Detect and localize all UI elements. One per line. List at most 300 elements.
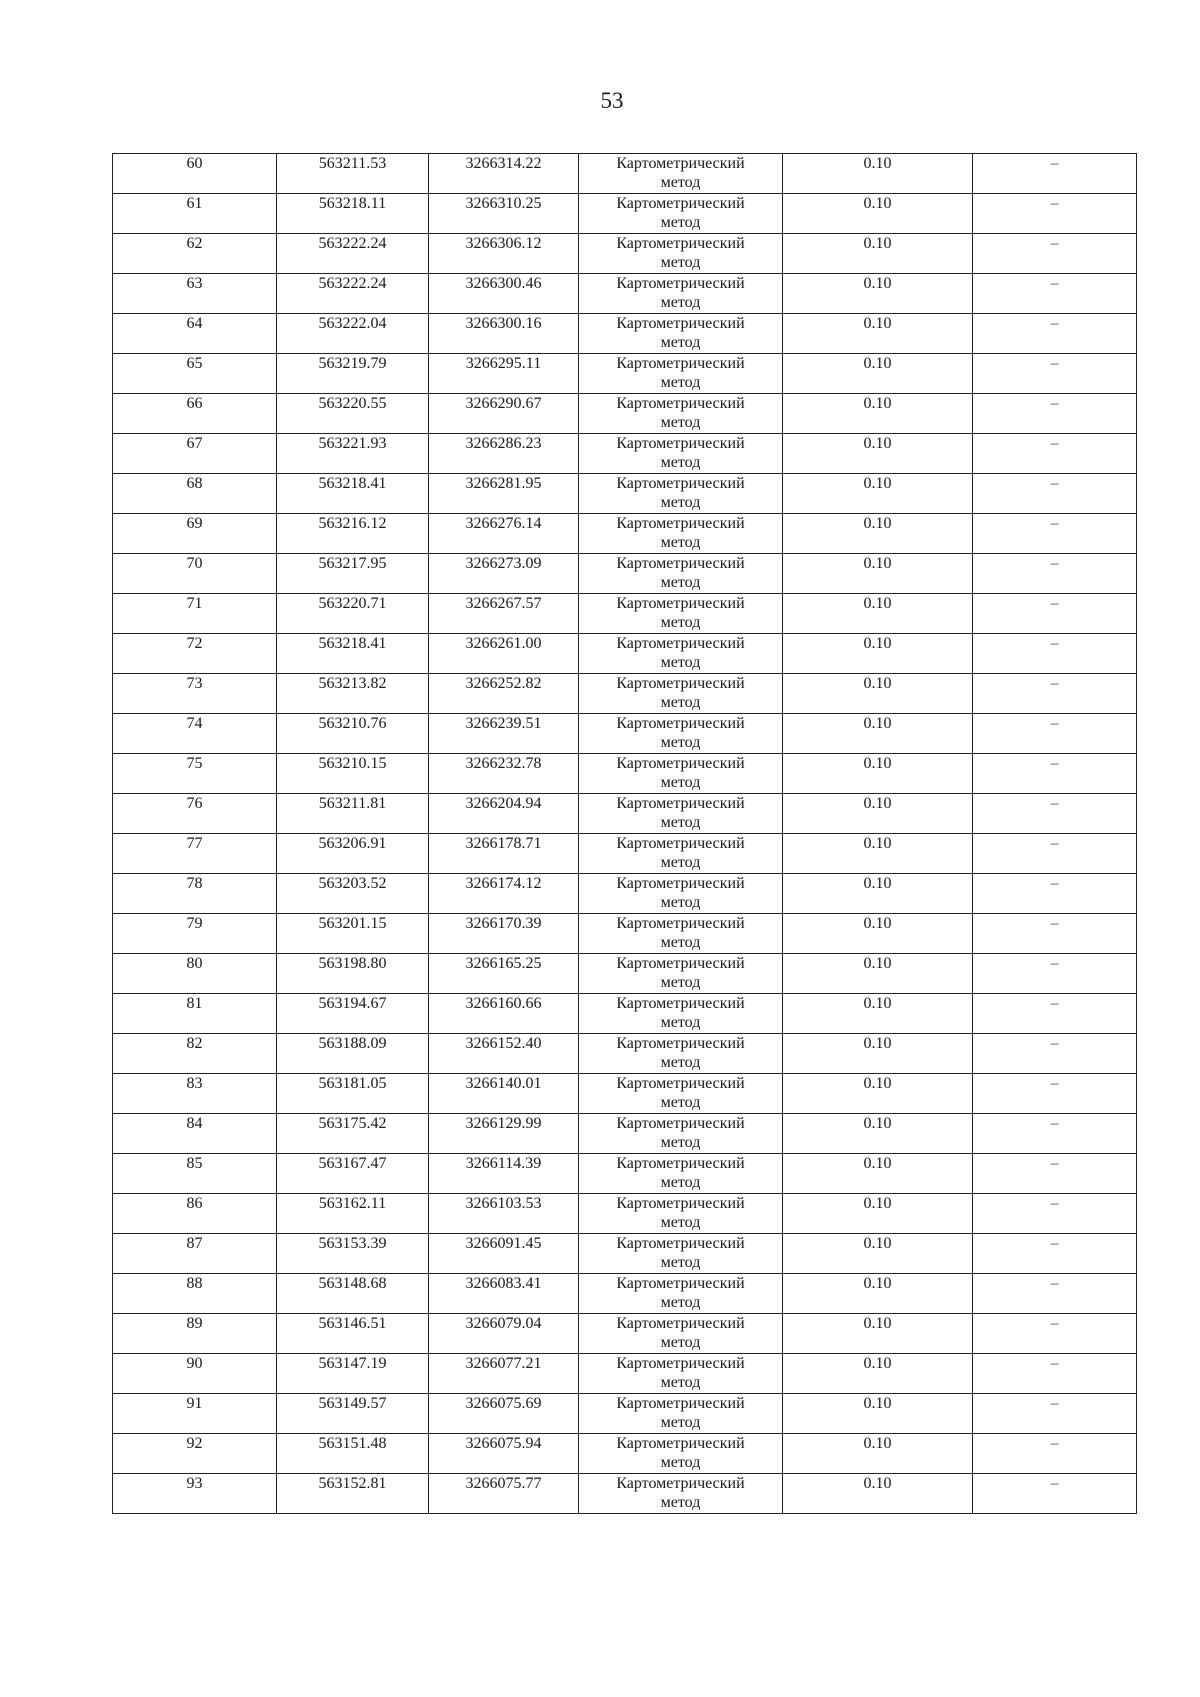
x-coordinate-cell: 563175.42 [277, 1114, 429, 1154]
y-coordinate-cell: 3266075.69 [429, 1394, 579, 1434]
error-cell: 0.10 [783, 834, 973, 874]
method-cell [579, 674, 783, 714]
error-cell: 0.10 [783, 1154, 973, 1194]
note-cell: – [973, 514, 1137, 554]
x-coordinate-cell: 563194.67 [277, 994, 429, 1034]
method-label-line2: метод [660, 1174, 701, 1191]
table-row [113, 1314, 1137, 1354]
method-label-line2: метод [660, 1014, 701, 1031]
error-cell: 0.10 [783, 234, 973, 274]
table-row [113, 1274, 1137, 1314]
note-cell: – [973, 474, 1137, 514]
error-cell: 0.10 [783, 194, 973, 234]
error-cell: 0.10 [783, 394, 973, 434]
x-coordinate-cell: 563218.41 [277, 474, 429, 514]
method-cell [579, 194, 783, 234]
coordinates-table [112, 153, 1137, 1514]
table-row [113, 794, 1137, 834]
method-label-line2: метод [660, 1374, 701, 1391]
y-coordinate-cell: 3266178.71 [429, 834, 579, 874]
method-label-line1: Картометрический [616, 195, 745, 212]
method-label-line2: метод [660, 1214, 701, 1231]
table-row [113, 1354, 1137, 1394]
table-row [113, 1394, 1137, 1434]
y-coordinate-cell: 3266290.67 [429, 394, 579, 434]
point-number-cell: 80 [113, 954, 277, 994]
note-cell: – [973, 354, 1137, 394]
method-label-line1: Картометрический [616, 155, 745, 172]
note-cell: – [973, 314, 1137, 354]
method-cell [579, 1314, 783, 1354]
x-coordinate-cell: 563151.48 [277, 1434, 429, 1474]
x-coordinate-cell: 563218.11 [277, 194, 429, 234]
y-coordinate-cell: 3266204.94 [429, 794, 579, 834]
method-cell [579, 554, 783, 594]
method-label-line2: метод [660, 1294, 701, 1311]
error-cell: 0.10 [783, 714, 973, 754]
point-number-cell: 87 [113, 1234, 277, 1274]
method-label-line1: Картометрический [616, 1235, 745, 1252]
error-cell: 0.10 [783, 314, 973, 354]
method-label-line1: Картометрический [616, 1275, 745, 1292]
x-coordinate-cell: 563203.52 [277, 874, 429, 914]
method-cell [579, 834, 783, 874]
note-cell: – [973, 1034, 1137, 1074]
y-coordinate-cell: 3266232.78 [429, 754, 579, 794]
point-number-cell: 73 [113, 674, 277, 714]
error-cell: 0.10 [783, 1114, 973, 1154]
error-cell: 0.10 [783, 634, 973, 674]
point-number-cell: 64 [113, 314, 277, 354]
method-label-line1: Картометрический [616, 435, 745, 452]
method-label-line1: Картометрический [616, 1315, 745, 1332]
method-label-line1: Картометрический [616, 955, 745, 972]
y-coordinate-cell: 3266267.57 [429, 594, 579, 634]
method-cell [579, 754, 783, 794]
y-coordinate-cell: 3266306.12 [429, 234, 579, 274]
x-coordinate-cell: 563210.76 [277, 714, 429, 754]
point-number-cell: 89 [113, 1314, 277, 1354]
y-coordinate-cell: 3266075.77 [429, 1474, 579, 1514]
y-coordinate-cell: 3266300.46 [429, 274, 579, 314]
note-cell: – [973, 1154, 1137, 1194]
method-label-line1: Картометрический [616, 915, 745, 932]
x-coordinate-cell: 563152.81 [277, 1474, 429, 1514]
method-label-line1: Картометрический [616, 795, 745, 812]
method-cell [579, 154, 783, 194]
point-number-cell: 82 [113, 1034, 277, 1074]
method-label-line1: Картометрический [616, 315, 745, 332]
error-cell: 0.10 [783, 1474, 973, 1514]
x-coordinate-cell: 563198.80 [277, 954, 429, 994]
method-cell [579, 354, 783, 394]
point-number-cell: 75 [113, 754, 277, 794]
note-cell: – [973, 1274, 1137, 1314]
point-number-cell: 72 [113, 634, 277, 674]
error-cell: 0.10 [783, 754, 973, 794]
table-row [113, 394, 1137, 434]
point-number-cell: 77 [113, 834, 277, 874]
y-coordinate-cell: 3266152.40 [429, 1034, 579, 1074]
y-coordinate-cell: 3266077.21 [429, 1354, 579, 1394]
error-cell: 0.10 [783, 434, 973, 474]
point-number-cell: 91 [113, 1394, 277, 1434]
x-coordinate-cell: 563211.53 [277, 154, 429, 194]
method-label-line1: Картометрический [616, 715, 745, 732]
error-cell: 0.10 [783, 594, 973, 634]
table-row [113, 754, 1137, 794]
method-label-line2: метод [660, 414, 701, 431]
point-number-cell: 61 [113, 194, 277, 234]
x-coordinate-cell: 563222.04 [277, 314, 429, 354]
method-cell [579, 594, 783, 634]
method-label-line2: метод [660, 494, 701, 511]
method-label-line2: метод [660, 694, 701, 711]
method-label-line1: Картометрический [616, 1075, 745, 1092]
note-cell: – [973, 1474, 1137, 1514]
y-coordinate-cell: 3266170.39 [429, 914, 579, 954]
note-cell: – [973, 754, 1137, 794]
table-row [113, 634, 1137, 674]
error-cell: 0.10 [783, 1314, 973, 1354]
method-label-line2: метод [660, 774, 701, 791]
error-cell: 0.10 [783, 514, 973, 554]
method-label-line2: метод [660, 1254, 701, 1271]
note-cell: – [973, 234, 1137, 274]
point-number-cell: 63 [113, 274, 277, 314]
method-cell [579, 954, 783, 994]
note-cell: – [973, 914, 1137, 954]
method-label-line2: метод [660, 734, 701, 751]
note-cell: – [973, 1354, 1137, 1394]
method-label-line2: метод [660, 1494, 701, 1511]
error-cell: 0.10 [783, 554, 973, 594]
y-coordinate-cell: 3266079.04 [429, 1314, 579, 1354]
table-row [113, 154, 1137, 194]
method-cell [579, 1474, 783, 1514]
method-label-line1: Картометрический [616, 1395, 745, 1412]
x-coordinate-cell: 563217.95 [277, 554, 429, 594]
x-coordinate-cell: 563201.15 [277, 914, 429, 954]
note-cell: – [973, 714, 1137, 754]
error-cell: 0.10 [783, 154, 973, 194]
method-label-line2: метод [660, 1334, 701, 1351]
point-number-cell: 83 [113, 1074, 277, 1114]
note-cell: – [973, 1194, 1137, 1234]
y-coordinate-cell: 3266091.45 [429, 1234, 579, 1274]
note-cell: – [973, 794, 1137, 834]
y-coordinate-cell: 3266174.12 [429, 874, 579, 914]
method-label-line2: метод [660, 574, 701, 591]
method-cell [579, 714, 783, 754]
error-cell: 0.10 [783, 1194, 973, 1234]
x-coordinate-cell: 563220.71 [277, 594, 429, 634]
method-cell [579, 1074, 783, 1114]
x-coordinate-cell: 563167.47 [277, 1154, 429, 1194]
point-number-cell: 93 [113, 1474, 277, 1514]
method-label-line2: метод [660, 1134, 701, 1151]
method-label-line2: метод [660, 894, 701, 911]
method-cell [579, 1234, 783, 1274]
y-coordinate-cell: 3266129.99 [429, 1114, 579, 1154]
table-row [113, 514, 1137, 554]
method-label-line1: Картометрический [616, 1155, 745, 1172]
error-cell: 0.10 [783, 1034, 973, 1074]
error-cell: 0.10 [783, 1354, 973, 1394]
method-cell [579, 434, 783, 474]
x-coordinate-cell: 563221.93 [277, 434, 429, 474]
note-cell: – [973, 1394, 1137, 1434]
x-coordinate-cell: 563210.15 [277, 754, 429, 794]
y-coordinate-cell: 3266273.09 [429, 554, 579, 594]
method-label-line2: метод [660, 374, 701, 391]
note-cell: – [973, 954, 1137, 994]
y-coordinate-cell: 3266075.94 [429, 1434, 579, 1474]
point-number-cell: 71 [113, 594, 277, 634]
x-coordinate-cell: 563216.12 [277, 514, 429, 554]
y-coordinate-cell: 3266286.23 [429, 434, 579, 474]
method-label-line2: метод [660, 214, 701, 231]
table-row [113, 994, 1137, 1034]
method-label-line1: Картометрический [616, 835, 745, 852]
error-cell: 0.10 [783, 1074, 973, 1114]
note-cell: – [973, 994, 1137, 1034]
method-cell [579, 394, 783, 434]
coordinates-table-body [113, 154, 1137, 1514]
point-number-cell: 86 [113, 1194, 277, 1234]
error-cell: 0.10 [783, 354, 973, 394]
table-row [113, 1034, 1137, 1074]
error-cell: 0.10 [783, 1234, 973, 1274]
error-cell: 0.10 [783, 1274, 973, 1314]
note-cell: – [973, 1114, 1137, 1154]
method-label-line2: метод [660, 174, 701, 191]
x-coordinate-cell: 563149.57 [277, 1394, 429, 1434]
method-cell [579, 914, 783, 954]
point-number-cell: 69 [113, 514, 277, 554]
y-coordinate-cell: 3266114.39 [429, 1154, 579, 1194]
y-coordinate-cell: 3266165.25 [429, 954, 579, 994]
method-label-line1: Картометрический [616, 875, 745, 892]
method-label-line1: Картометрический [616, 1355, 745, 1372]
method-label-line2: метод [660, 1094, 701, 1111]
method-label-line1: Картометрический [616, 635, 745, 652]
error-cell: 0.10 [783, 794, 973, 834]
table-row [113, 434, 1137, 474]
x-coordinate-cell: 563148.68 [277, 1274, 429, 1314]
method-label-line1: Картометрический [616, 235, 745, 252]
method-label-line2: метод [660, 1054, 701, 1071]
x-coordinate-cell: 563181.05 [277, 1074, 429, 1114]
error-cell: 0.10 [783, 474, 973, 514]
table-row [113, 1114, 1137, 1154]
point-number-cell: 67 [113, 434, 277, 474]
y-coordinate-cell: 3266276.14 [429, 514, 579, 554]
method-label-line2: метод [660, 854, 701, 871]
point-number-cell: 84 [113, 1114, 277, 1154]
method-cell [579, 1154, 783, 1194]
method-cell [579, 634, 783, 674]
error-cell: 0.10 [783, 274, 973, 314]
method-label-line1: Картометрический [616, 1435, 745, 1452]
error-cell: 0.10 [783, 874, 973, 914]
point-number-cell: 70 [113, 554, 277, 594]
point-number-cell: 88 [113, 1274, 277, 1314]
table-row [113, 914, 1137, 954]
method-cell [579, 1394, 783, 1434]
note-cell: – [973, 154, 1137, 194]
table-row [113, 1074, 1137, 1114]
note-cell: – [973, 194, 1137, 234]
x-coordinate-cell: 563146.51 [277, 1314, 429, 1354]
y-coordinate-cell: 3266300.16 [429, 314, 579, 354]
method-label-line2: метод [660, 294, 701, 311]
method-cell [579, 794, 783, 834]
note-cell: – [973, 874, 1137, 914]
y-coordinate-cell: 3266140.01 [429, 1074, 579, 1114]
method-cell [579, 274, 783, 314]
error-cell: 0.10 [783, 1434, 973, 1474]
table-row [113, 234, 1137, 274]
point-number-cell: 66 [113, 394, 277, 434]
method-label-line1: Картометрический [616, 1035, 745, 1052]
method-cell [579, 514, 783, 554]
table-row [113, 354, 1137, 394]
note-cell: – [973, 394, 1137, 434]
note-cell: – [973, 1234, 1137, 1274]
table-row [113, 714, 1137, 754]
method-cell [579, 1114, 783, 1154]
method-cell [579, 1034, 783, 1074]
point-number-cell: 90 [113, 1354, 277, 1394]
y-coordinate-cell: 3266310.25 [429, 194, 579, 234]
y-coordinate-cell: 3266281.95 [429, 474, 579, 514]
method-label-line1: Картометрический [616, 475, 745, 492]
method-label-line1: Картометрический [616, 395, 745, 412]
method-label-line2: метод [660, 654, 701, 671]
point-number-cell: 68 [113, 474, 277, 514]
error-cell: 0.10 [783, 994, 973, 1034]
error-cell: 0.10 [783, 1394, 973, 1434]
table-row [113, 194, 1137, 234]
table-row [113, 954, 1137, 994]
method-label-line1: Картометрический [616, 1195, 745, 1212]
point-number-cell: 60 [113, 154, 277, 194]
y-coordinate-cell: 3266160.66 [429, 994, 579, 1034]
error-cell: 0.10 [783, 674, 973, 714]
y-coordinate-cell: 3266239.51 [429, 714, 579, 754]
note-cell: – [973, 554, 1137, 594]
method-cell [579, 314, 783, 354]
x-coordinate-cell: 563222.24 [277, 274, 429, 314]
point-number-cell: 78 [113, 874, 277, 914]
method-label-line2: метод [660, 1414, 701, 1431]
x-coordinate-cell: 563162.11 [277, 1194, 429, 1234]
method-label-line1: Картометрический [616, 355, 745, 372]
method-cell [579, 1194, 783, 1234]
method-label-line2: метод [660, 614, 701, 631]
table-row [113, 274, 1137, 314]
method-label-line1: Картометрический [616, 1115, 745, 1132]
table-row [113, 594, 1137, 634]
table-row [113, 674, 1137, 714]
method-label-line2: метод [660, 534, 701, 551]
x-coordinate-cell: 563147.19 [277, 1354, 429, 1394]
y-coordinate-cell: 3266261.00 [429, 634, 579, 674]
method-label-line1: Картометрический [616, 1475, 745, 1492]
method-label-line2: метод [660, 254, 701, 271]
note-cell: – [973, 1434, 1137, 1474]
note-cell: – [973, 1314, 1137, 1354]
method-label-line1: Картометрический [616, 675, 745, 692]
method-cell [579, 1274, 783, 1314]
method-cell [579, 874, 783, 914]
method-label-line2: метод [660, 974, 701, 991]
point-number-cell: 74 [113, 714, 277, 754]
method-label-line2: метод [660, 454, 701, 471]
method-label-line2: метод [660, 934, 701, 951]
x-coordinate-cell: 563153.39 [277, 1234, 429, 1274]
method-label-line1: Картометрический [616, 275, 745, 292]
point-number-cell: 92 [113, 1434, 277, 1474]
method-label-line2: метод [660, 814, 701, 831]
point-number-cell: 62 [113, 234, 277, 274]
note-cell: – [973, 1074, 1137, 1114]
table-row [113, 1434, 1137, 1474]
method-cell [579, 1434, 783, 1474]
error-cell: 0.10 [783, 914, 973, 954]
point-number-cell: 79 [113, 914, 277, 954]
method-label-line2: метод [660, 334, 701, 351]
y-coordinate-cell: 3266295.11 [429, 354, 579, 394]
method-cell [579, 994, 783, 1034]
table-row [113, 1474, 1137, 1514]
note-cell: – [973, 674, 1137, 714]
y-coordinate-cell: 3266314.22 [429, 154, 579, 194]
x-coordinate-cell: 563218.41 [277, 634, 429, 674]
x-coordinate-cell: 563211.81 [277, 794, 429, 834]
note-cell: – [973, 434, 1137, 474]
method-cell [579, 474, 783, 514]
table-row [113, 1194, 1137, 1234]
method-label-line1: Картометрический [616, 555, 745, 572]
table-row [113, 834, 1137, 874]
y-coordinate-cell: 3266083.41 [429, 1274, 579, 1314]
method-label-line1: Картометрический [616, 595, 745, 612]
point-number-cell: 85 [113, 1154, 277, 1194]
x-coordinate-cell: 563220.55 [277, 394, 429, 434]
note-cell: – [973, 834, 1137, 874]
x-coordinate-cell: 563213.82 [277, 674, 429, 714]
y-coordinate-cell: 3266252.82 [429, 674, 579, 714]
point-number-cell: 81 [113, 994, 277, 1034]
x-coordinate-cell: 563222.24 [277, 234, 429, 274]
x-coordinate-cell: 563219.79 [277, 354, 429, 394]
method-label-line1: Картометрический [616, 755, 745, 772]
x-coordinate-cell: 563206.91 [277, 834, 429, 874]
note-cell: – [973, 594, 1137, 634]
table-row [113, 474, 1137, 514]
method-label-line1: Картометрический [616, 515, 745, 532]
page-number: 53 [600, 88, 624, 113]
table-row [113, 874, 1137, 914]
point-number-cell: 76 [113, 794, 277, 834]
method-label-line1: Картометрический [616, 995, 745, 1012]
note-cell: – [973, 274, 1137, 314]
method-cell [579, 234, 783, 274]
table-row [113, 554, 1137, 594]
error-cell: 0.10 [783, 954, 973, 994]
